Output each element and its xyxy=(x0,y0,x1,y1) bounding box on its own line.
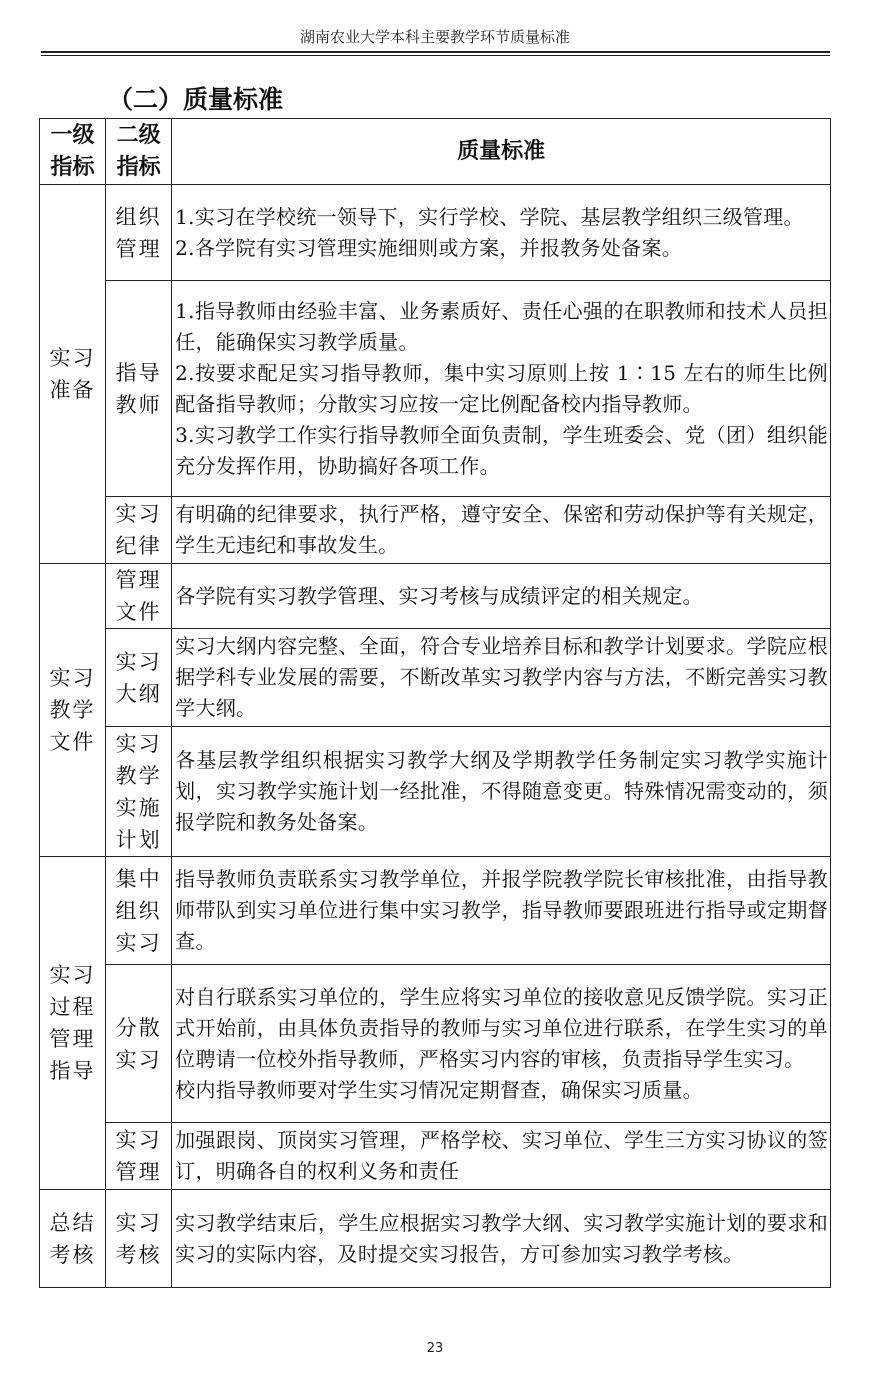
level2-indicator: 实习纪律 xyxy=(106,497,172,564)
standard-text: 对自行联系实习单位的，学生应将实习单位的接收意见反馈学院。实习正式开始前，由具体负责指导的教师与实习单位进行联系，在学生实习的单位聘请一位校外指导教师，严格实习内容的审核，负责指导学生实习。 xyxy=(175,984,828,1071)
table-body xyxy=(40,185,831,1288)
standard-text: 加强跟岗、顶岗实习管理，严格学校、实习单位、学生三方实习协议的签订，明确各自的权利义务和责任 xyxy=(175,1128,828,1183)
standard-cell xyxy=(172,497,831,564)
standard-cell xyxy=(172,564,831,629)
standard-cell xyxy=(172,727,831,857)
standard-cell xyxy=(172,629,831,727)
standard-cell xyxy=(172,857,831,965)
level1-indicator: 总结考核 xyxy=(40,1190,106,1288)
table-row xyxy=(40,1123,831,1190)
table-row xyxy=(40,857,831,965)
running-header: 湖南农业大学本科主要教学环节质量标准 xyxy=(299,28,570,46)
standard-text: 实习教学结束后，学生应根据实习教学大纲、实习教学实施计划的要求和实习的实际内容，及时提交实习报告，方可参加实习教学考核。 xyxy=(175,1210,828,1266)
standard-text: 各学院有实习教学管理、实习考核与成绩评定的相关规定。 xyxy=(175,583,703,608)
level2-indicator: 管理文件 xyxy=(106,564,172,629)
standard-cell xyxy=(172,185,831,281)
level2-indicator: 指导教师 xyxy=(106,281,172,497)
table-row xyxy=(40,281,831,497)
table-row xyxy=(40,965,831,1123)
level2-indicator: 实习教学实施计划 xyxy=(106,727,172,857)
standard-text: 校内指导教师要对学生实习情况定期督查，确保实习质量。 xyxy=(175,1077,703,1102)
header-level2: 二级指标 xyxy=(106,119,172,185)
header-rule-thin xyxy=(41,55,830,56)
standard-cell xyxy=(172,1190,831,1288)
standard-text: 指导教师负责联系实习教学单位，并报学院教学院长审核批准，由指导教师带队到实习单位进行集中实习教学，指导教师要跟班进行指导或定期督查。 xyxy=(175,867,828,953)
standard-cell xyxy=(172,1123,831,1190)
table-row xyxy=(40,564,831,629)
header-level1: 一级指标 xyxy=(40,119,106,185)
standard-text: 2.各学院有实习管理实施细则或方案，并报教务处备案。 xyxy=(175,235,683,260)
table-row xyxy=(40,1190,831,1288)
standard-text: 实习大纲内容完整、全面，符合专业培养目标和教学计划要求。学院应根据学科专业发展的需要，不断改革实习教学内容与方法，不断完善实习教学大纲。 xyxy=(175,634,828,720)
level2-indicator: 实习考核 xyxy=(106,1190,172,1288)
header-standard: 质量标准 xyxy=(172,119,831,185)
standard-text: 1.实习在学校统一领导下，实行学校、学院、基层教学组织三级管理。 xyxy=(175,204,804,229)
table-row xyxy=(40,185,831,281)
level1-indicator: 实习过程管理指导 xyxy=(40,857,106,1190)
table-row xyxy=(40,497,831,564)
standard-text: 1.指导教师由经验丰富、业务素质好、责任心强的在职教师和技术人员担任，能确保实习教学质量。 xyxy=(175,298,828,354)
standard-cell xyxy=(172,965,831,1123)
level1-indicator: 实习准备 xyxy=(40,185,106,564)
table-row xyxy=(40,629,831,727)
standard-cell xyxy=(172,281,831,497)
level2-indicator: 集中组织实习 xyxy=(106,857,172,965)
level1-indicator: 实习教学文件 xyxy=(40,564,106,857)
standard-text: 2.按要求配足实习指导教师，集中实习原则上按 1∶15 左右的师生比例配备指导教师；分散实习应按一定比例配备校内指导教师。 xyxy=(175,360,828,416)
standard-text: 各基层教学组织根据实习教学大纲及学期教学任务制定实习教学实施计划，实习教学实施计划一经批准，不得随意变更。特殊情况需变动的，须报学院和教务处备案。 xyxy=(175,748,828,834)
page-number: 23 xyxy=(426,1341,444,1356)
header-rule xyxy=(41,51,830,53)
level2-indicator: 实习管理 xyxy=(106,1123,172,1190)
standard-text: 有明确的纪律要求，执行严格，遵守安全、保密和劳动保护等有关规定，学生无违纪和事故发生。 xyxy=(175,502,828,557)
level2-indicator: 分散实习 xyxy=(106,965,172,1123)
quality-standard-table xyxy=(39,118,831,1288)
standard-text: 3.实习教学工作实行指导教师全面负责制，学生班委会、党（团）组织能充分发挥作用，协助搞好各项工作。 xyxy=(175,422,828,478)
table-row xyxy=(40,727,831,857)
level2-indicator: 组织管理 xyxy=(106,185,172,281)
level2-indicator: 实习大纲 xyxy=(106,629,172,727)
section-title: （二）质量标准 xyxy=(108,85,284,114)
